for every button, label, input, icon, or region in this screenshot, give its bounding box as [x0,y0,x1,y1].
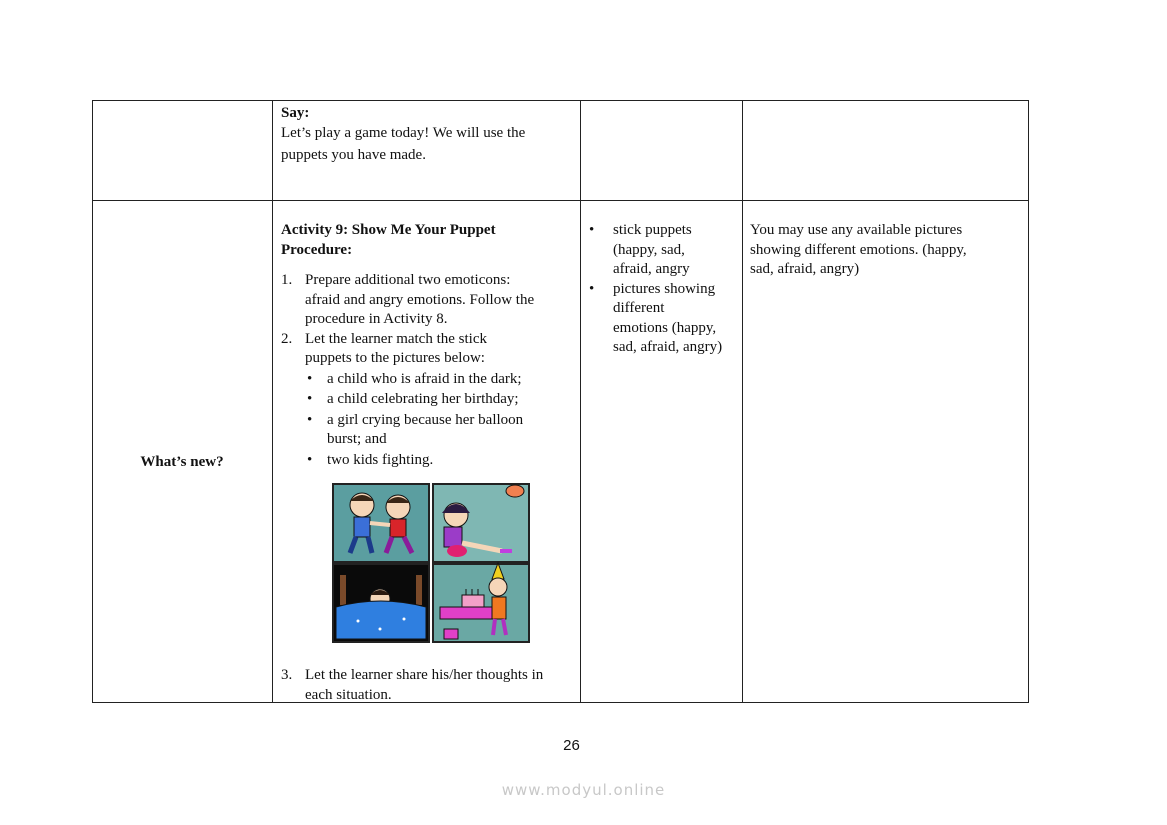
procedure-step [281,271,577,330]
step-line: Prepare additional two emoticons: [305,272,511,288]
step-line: Let the learner match the stick [305,330,487,347]
remarks-line: sad, afraid, angry) [750,261,860,277]
step-number: 3. [281,667,293,683]
list-item: • pictures showing different emotions (happy, sad, afraid, angry) [587,280,739,358]
say-block [281,104,525,166]
emotion-pictures-grid [332,483,532,643]
activity-block [281,221,577,470]
pictures-list [305,370,577,471]
remarks-line: showing different emotions. (happy, [750,241,967,258]
say-line-1: Let’s play a game today! We will use the [281,124,526,141]
step-line: procedure in Activity 8. [305,311,448,327]
phase-label: What’s new? [140,454,224,470]
watermark: www.modyul.online [501,781,666,799]
column-divider-1 [272,100,273,703]
procedure-step [281,666,577,705]
procedure-step [281,330,577,471]
lesson-table [92,100,1029,703]
list-item: • stick puppets (happy, sad, afraid, angry [587,221,739,280]
step-line: each situation. [305,686,392,703]
crying-girl-picture [433,484,529,562]
step-line: puppets to the pictures below: [305,350,485,366]
say-label: Say: [281,105,310,121]
table-border-left [92,100,93,703]
procedure-label: Procedure: [281,241,353,258]
column-divider-3 [742,100,743,703]
row-divider [92,200,1029,201]
activity-title: Activity 9: Show Me Your Puppet [281,222,496,238]
birthday-picture [433,563,529,642]
remarks-line: You may use any available pictures [750,222,963,238]
table-border-right [1028,100,1029,703]
step-line: afraid and angry emotions. Follow the [305,291,535,308]
list-item: • a child who is afraid in the dark; [305,370,577,390]
say-line-2: puppets you have made. [281,147,426,163]
materials-block [587,221,739,358]
afraid-child-picture [333,564,429,642]
list-item: • a girl crying because her balloon burst; and [305,411,577,450]
step-number: 1. [281,272,293,288]
remarks-block [750,221,1026,280]
list-item: • a child celebrating her birthday; [305,390,577,410]
page-number: 26 [563,737,580,754]
step-line: Let the learner share his/her thoughts in [305,667,544,683]
column-divider-2 [580,100,581,703]
table-border-top [92,100,1029,101]
materials-list [587,221,739,358]
step-number: 2. [281,330,293,347]
list-item: • two kids fighting. [305,451,577,471]
kids-fighting-picture [333,484,429,562]
